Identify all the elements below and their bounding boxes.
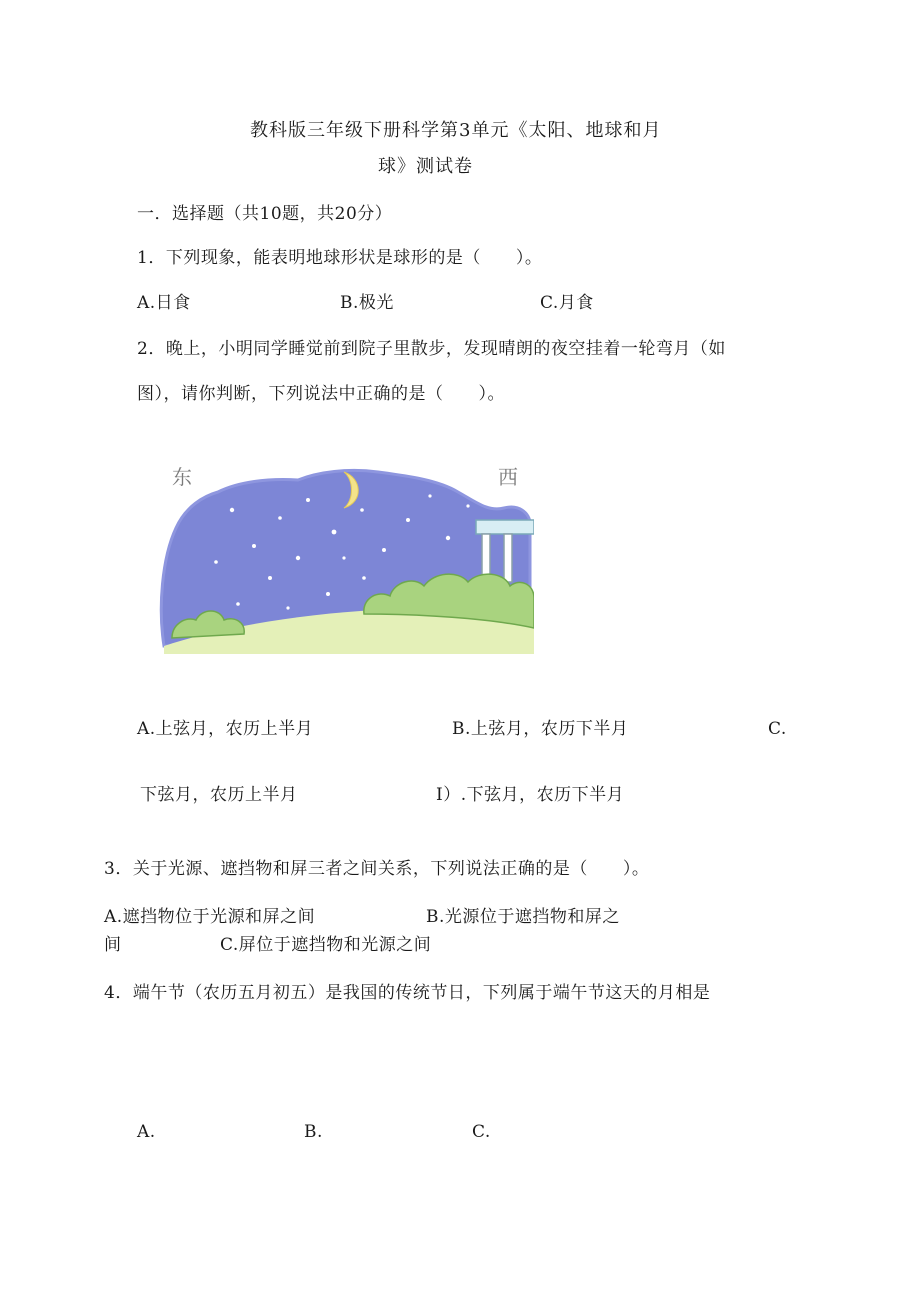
doc-title-line-2: 球》测试卷 xyxy=(378,156,473,177)
q3-option-b: B.光源位于遮挡物和屏之 xyxy=(426,907,620,927)
q1-option-a: A.日食 xyxy=(137,293,191,313)
question-2-stem-line-2: 图），请你判断，下列说法中正确的是（ ）。 xyxy=(137,384,505,404)
q2-option-c-marker: C. xyxy=(768,719,787,739)
q4-option-c: C. xyxy=(472,1122,491,1142)
q4-option-b: B. xyxy=(304,1122,323,1142)
question-4-stem: 4．端午节（农历五月初五）是我国的传统节日，下列属于端午节这天的月相是 xyxy=(104,983,711,1003)
q1-option-b: B.极光 xyxy=(340,293,394,313)
question-2-stem-line-1: 2．晚上，小明同学睡觉前到院子里散步，发现晴朗的夜空挂着一轮弯月（如 xyxy=(137,339,726,359)
q3-option-c: C.屏位于遮挡物和光源之间 xyxy=(220,935,432,955)
figure-label-east: 东 xyxy=(172,465,192,489)
question-1-stem: 1．下列现象，能表明地球形状是球形的是（ ）。 xyxy=(137,248,543,268)
q2-option-c-text: 下弦月，农历上半月 xyxy=(140,785,298,805)
figure-label-west: 西 xyxy=(498,465,518,489)
doc-title-line-1: 教科版三年级下册科学第3单元《太阳、地球和月 xyxy=(250,120,662,141)
q2-option-b: B.上弦月，农历下半月 xyxy=(452,719,629,739)
question-3-stem: 3．关于光源、遮挡物和屏三者之间关系，下列说法正确的是（ ）。 xyxy=(104,859,650,879)
q3-option-a: A.遮挡物位于光源和屏之间 xyxy=(104,907,316,927)
q2-option-a: A.上弦月，农历上半月 xyxy=(137,719,314,739)
q2-option-d: I）.下弦月，农历下半月 xyxy=(436,785,625,805)
q4-option-a: A. xyxy=(137,1122,156,1142)
q3-option-b-continued: 间 xyxy=(104,935,122,955)
night-sky-crescent-moon-illustration xyxy=(158,458,534,654)
q1-option-c: C.月食 xyxy=(540,293,594,313)
section-heading: 一．选择题（共10题，共20分） xyxy=(137,204,393,224)
